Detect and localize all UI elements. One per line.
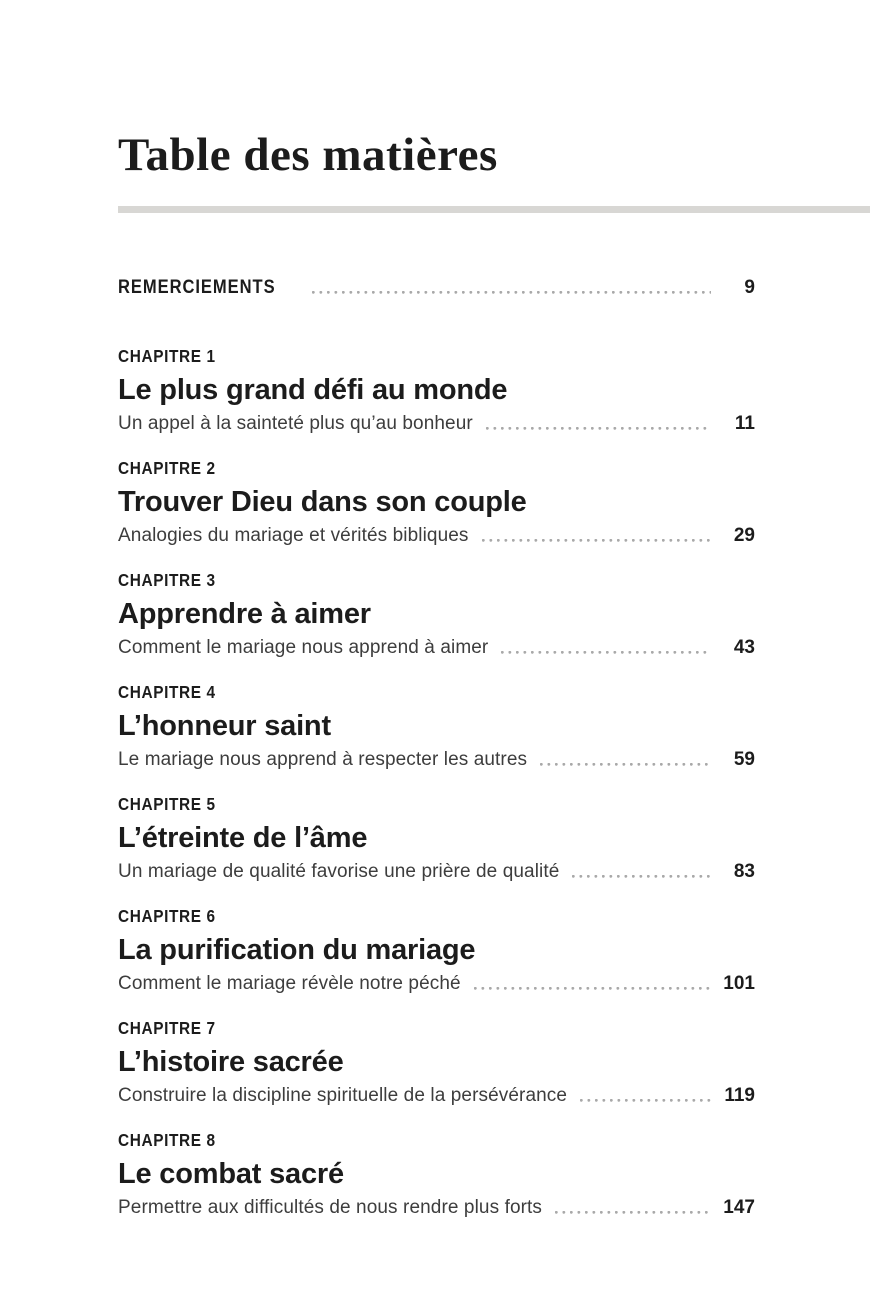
title-divider [118,206,870,213]
dot-leader [501,651,711,654]
toc-entry-remerciements [118,275,755,301]
toc-chapter-entry [118,795,755,885]
chapter-subtitle: Le mariage nous apprend à respecter les autres [118,749,528,770]
chapter-label-line [118,1131,755,1151]
page-number: 83 [733,861,755,882]
page-number: 11 [734,413,755,434]
chapter-title: Apprendre à aimer [118,598,371,630]
chapter-label-line [118,1019,755,1039]
toc-content [118,275,755,1221]
chapter-label-line [118,907,755,927]
front-matter-label: REMERCIEMENTS [118,277,276,298]
page-title: Table des matières [118,129,498,181]
chapter-label-line [118,571,755,591]
chapter-subtitle-row [118,411,755,437]
chapter-title: Le plus grand défi au monde [118,374,508,406]
chapter-title: La purification du mariage [118,934,476,966]
toc-chapter-entry [118,907,755,997]
toc-chapter-entry [118,459,755,549]
toc-chapter-entry [118,1131,755,1221]
chapter-title: L’étreinte de l’âme [118,822,368,854]
chapter-label-line [118,347,755,367]
chapter-label: CHAPITRE 5 [118,794,216,814]
dot-leader [482,539,711,542]
chapter-subtitle-row [118,859,755,885]
toc-chapter-entry [118,571,755,661]
chapter-title: Trouver Dieu dans son couple [118,486,527,518]
dot-leader [555,1211,711,1214]
chapter-subtitle: Analogies du mariage et vérités bibliques [118,525,469,546]
page-number: 59 [733,749,755,770]
chapter-label: CHAPITRE 3 [118,570,216,590]
chapter-label-line [118,683,755,703]
chapter-label: CHAPITRE 1 [118,346,216,366]
chapter-subtitle: Comment le mariage révèle notre péché [118,973,461,994]
chapter-title: L’histoire sacrée [118,1046,344,1078]
chapter-title: L’honneur saint [118,710,331,742]
page-number: 43 [733,637,755,658]
chapter-label: CHAPITRE 8 [118,1130,216,1150]
toc-chapter-entry [118,1019,755,1109]
chapter-label: CHAPITRE 4 [118,682,216,702]
chapter-subtitle: Un mariage de qualité favorise une prière de qualité [118,861,560,882]
page-number: 147 [723,1197,755,1218]
chapter-label: CHAPITRE 7 [118,1018,216,1038]
chapter-subtitle-row [118,1083,755,1109]
toc-chapter-entry [118,683,755,773]
chapter-label-line [118,459,755,479]
dot-leader [572,875,711,878]
chapter-subtitle: Un appel à la sainteté plus qu’au bonheur [118,413,473,434]
chapter-title: Le combat sacré [118,1158,344,1190]
chapter-list [118,347,755,1221]
page-number: 29 [733,525,755,546]
dot-leader [540,763,711,766]
chapter-subtitle-row [118,747,755,773]
page-number: 119 [724,1085,755,1106]
chapter-label: CHAPITRE 2 [118,458,216,478]
toc-chapter-entry [118,347,755,437]
chapter-subtitle-row [118,635,755,661]
page-number: 9 [744,277,755,298]
chapter-subtitle: Comment le mariage nous apprend à aimer [118,637,489,658]
dot-leader [474,987,711,990]
chapter-subtitle-row [118,523,755,549]
page-number: 101 [723,973,755,994]
chapter-subtitle-row [118,971,755,997]
chapter-subtitle-row [118,1195,755,1221]
chapter-subtitle: Construire la discipline spirituelle de la persévérance [118,1085,568,1106]
dot-leader [486,427,711,430]
chapter-label: CHAPITRE 6 [118,906,216,926]
chapter-label-line [118,795,755,815]
chapter-subtitle: Permettre aux difficultés de nous rendre plus forts [118,1197,543,1218]
dot-leader [580,1099,711,1102]
dot-leader [312,291,711,294]
